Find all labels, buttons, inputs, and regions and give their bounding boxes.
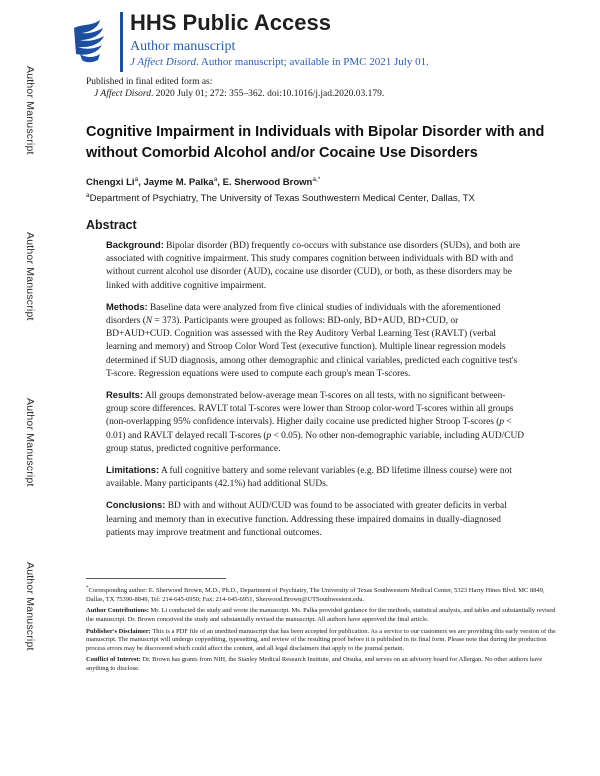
author-manuscript-label: Author Manuscript xyxy=(24,232,36,321)
abstract-conclusions xyxy=(106,498,526,540)
hhs-header xyxy=(70,12,570,80)
footnote-text: This is a PDF file of an unedited manuscript that has been accepted for publication. As a service to our customers we are providing this early version of the manuscript. The manuscript will undergo copyediting, typesetting, and review of the resulting proof before it is published in its final form. Please note that during the production process errors may be discovered which could affect the content, and all legal disclaimers that apply to the journal pertain. xyxy=(86,627,556,652)
p-symbol: p xyxy=(266,430,272,441)
affiliation xyxy=(86,192,556,204)
section-text: Baseline data were analyzed from five clinical studies of individuals with the aforementioned disorders ( xyxy=(106,302,501,327)
abstract-background xyxy=(106,238,526,293)
author-manuscript-label: Author Manuscript xyxy=(24,562,36,651)
author-manuscript-label: Author Manuscript xyxy=(24,66,36,155)
citation xyxy=(86,88,384,100)
section-label: Methods: xyxy=(106,300,148,312)
abstract-limitations xyxy=(106,463,526,491)
footnote-text: Mr. Li conducted the study and wrote the manuscript. Ms. Palka provided guidance for the methods, statistical analysis, and tables and substantially revised the manuscript. Dr. Brown conceived the study and substantially revised the manuscript. All authors have approved the final article. xyxy=(86,607,556,623)
footnote-rule xyxy=(86,578,226,579)
p-symbol: p xyxy=(499,417,505,428)
section-label: Limitations: xyxy=(106,464,160,476)
footnotes xyxy=(86,578,556,677)
footnote-label: Publisher's Disclaimer: xyxy=(86,627,151,635)
publication-info xyxy=(86,76,384,100)
affiliation-sup: a xyxy=(86,192,90,199)
section-text: = 373). Participants were grouped as follows: BD-only, BD+AUD, BD+CUD, or BD+AUD+CUD. Cognition was assessed with the Rey Auditory Verbal Learning Test (RAVLT) (verbal learning and memory) and Stroop Color Word Test (executive function). Multiple linear regression models determined if SUD diagnosis, among other demographic and clinical variables, predicted each cognitive test's T-score. Regression equations were used to compute each group's mean T-scores. xyxy=(106,316,518,379)
author-affil-sup: a,* xyxy=(312,176,321,183)
author-name: E. Sherwood Brown xyxy=(222,177,313,189)
footnote-text: Dr. Brown has grants from NIH, the Stanley Medical Research Institute, and Otsuka, and serves on an advisory board for Allergan. No other authors have anything to disclose. xyxy=(86,656,543,672)
citation-journal: J Affect Disord xyxy=(94,89,151,99)
author-name: Jayme M. Palka xyxy=(143,177,214,189)
author-manuscript-label: Author Manuscript xyxy=(24,398,36,487)
footnote-label: Conflict of Interest: xyxy=(86,656,141,664)
author-affil-sup: a xyxy=(134,176,139,183)
section-text: A full cognitive battery and some relevant variables (e.g. BD lifetime illness course) were not available. Many participants (42.1%) had additional SUDs. xyxy=(106,466,512,490)
section-text: All groups demonstrated below-average mean T-scores on all tests, with no significant between-group score differences. RAVLT total T-scores were lower than Stroop color-word T-scores within all groups (non-overlapping 95% confidence intervals). Higher daily cocaine use predicted higher Stroop T-scores ( xyxy=(106,391,514,428)
section-text: < 0.05). No other non-demographic variable, including AUD/CUD group status, predicted cognitive performance. xyxy=(106,430,525,454)
section-label: Results: xyxy=(106,389,143,401)
abstract-body xyxy=(106,238,526,547)
author-name: Chengxi Li xyxy=(86,177,135,189)
author-affil-sup: a xyxy=(213,176,218,183)
footnote-sup: * xyxy=(86,586,89,591)
side-margin xyxy=(0,0,42,776)
abstract-results xyxy=(106,388,526,456)
section-text: BD with and without AUD/CUD was found to be associated with greater deficits in verbal learning and memory than in executive function. Addressing these impaired domains in dually-diagnosed patients may improve treatment and functional outcomes. xyxy=(106,501,507,538)
availability-line xyxy=(130,56,429,68)
published-label: Published in final edited form as: xyxy=(86,77,213,87)
section-label: Conclusions: xyxy=(106,499,166,511)
footnote-corresponding xyxy=(86,585,556,604)
abstract-methods xyxy=(106,300,526,381)
availability-text: . Author manuscript; available in PMC 2021 July 01. xyxy=(196,56,429,68)
citation-text: . 2020 July 01; 272: 355–362. doi:10.1016/j.jad.2020.03.179. xyxy=(151,89,385,99)
hhs-eagle-logo-icon xyxy=(70,14,110,66)
sample-size-symbol: N xyxy=(145,316,153,327)
footnote-text: Corresponding author: E. Sherwood Brown, M.D., Ph.D., Department of Psychiatry, The University of Texas Southwestern Medical Center, 5323 Harry Hines Blvd. MC 8849, Dallas, TX 75390-8849, Tel: 214-645-6950; Fax: 214-645-6951, Sherwood.Brown@UTSouthwestern.edu. xyxy=(86,587,545,603)
section-text: Bipolar disorder (BD) frequently co-occurs with substance use disorders (SUDs), and both are associated with cognitive impairment. This study compares cognition between individuals with BD with and without current alcohol use disorder (AUD), cocaine use disorder (CUD), or both, as these disorders may be linked with additive cognitive impairment. xyxy=(106,241,520,291)
footnote-contributions xyxy=(86,607,556,624)
author-list: Chengxi Li$^a$, Jayme M. Palka$^a$, E. Sherwood Brown$^{a,*}$ xyxy=(86,176,321,189)
journal-abbr: J Affect Disord xyxy=(130,56,196,68)
section-label: Background: xyxy=(106,239,164,250)
section-text: < 0.01) and RAVLT delayed recall T-scores ( xyxy=(106,417,512,441)
header-rule xyxy=(120,12,123,72)
abstract-heading: Abstract xyxy=(86,218,137,232)
affiliation-text: Department of Psychiatry, The University of Texas Southwestern Medical Center, Dallas, TX xyxy=(89,193,475,205)
footnote-disclaimer xyxy=(86,628,556,654)
author-manuscript-subtitle: Author manuscript xyxy=(130,39,236,54)
article-title: Cognitive Impairment in Individuals with Bipolar Disorder with and without Comorbid Alcohol and/or Cocaine Use Disorders xyxy=(86,124,545,161)
footnote-conflict xyxy=(86,656,556,673)
footnote-label: Author Contributions: xyxy=(86,607,149,615)
hhs-public-access-title: HHS Public Access xyxy=(130,10,331,35)
